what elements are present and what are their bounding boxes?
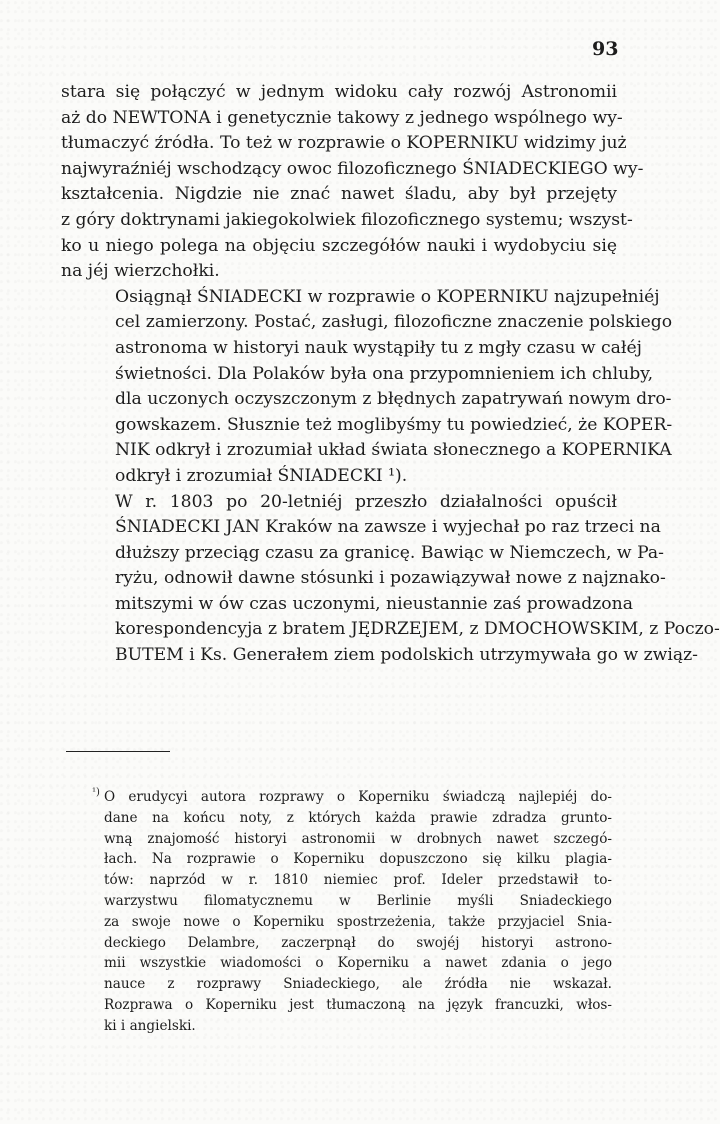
text-line: mitszymi w ów czas uczonymi, nieustannie zaś prowadzona bbox=[115, 593, 633, 614]
footnote-line: Rozprawa o Koperniku jest tłumaczoną na język francuzki, włos- bbox=[104, 996, 612, 1013]
text-line: dłuższy przeciąg czasu za granicę. Bawiąc w Niemczech, w Pa- bbox=[115, 542, 664, 563]
page-number: 93 bbox=[592, 38, 619, 60]
text-line: świetności. Dla Polaków była ona przypomnieniem ich chluby, bbox=[115, 363, 654, 384]
footnote-marker: ¹) bbox=[92, 787, 100, 798]
text-line: tłumaczyć źródła. To też w rozprawie o KOPERNIKU widzimy już bbox=[61, 133, 627, 154]
footnote-line: dane na końcu noty, z których każda prawie zdradza grunto- bbox=[104, 809, 612, 826]
footnote-line: nauce z rozprawy Sniadeckiego, ale źródła nie wskazał. bbox=[104, 976, 612, 993]
text-line: aż do NEWTONA i genetycznie takowy z jednego wspólnego wy- bbox=[61, 107, 623, 128]
text-line: najwyraźniéj wschodzący owoc filozoficznego ŚNIADECKIEGO wy- bbox=[61, 158, 644, 179]
text-line: korespondencyja z bratem JĘDRZEJEM, z DMOCHOWSKIM, z Poczo- bbox=[115, 619, 720, 640]
footnote bbox=[92, 787, 612, 1037]
footnote-line: mii wszystkie wiadomości o Koperniku a nawet zdania o jego bbox=[104, 955, 612, 972]
text-line: ko u niego polega na objęciu szczegółów nauki i wydobyciu się bbox=[61, 235, 617, 256]
footnote-line: łach. Na rozprawie o Koperniku dopuszczono się kilku plagia- bbox=[104, 851, 612, 868]
text-line: W r. 1803 po 20-letniéj przeszło działalności opuścił bbox=[115, 491, 617, 512]
footnote-line: deckiego Delambre, zaczerpnął do swojéj historyi astrono- bbox=[104, 934, 612, 951]
text-line: stara się połączyć w jednym widoku cały rozwój Astronomii bbox=[61, 82, 617, 102]
footnote-line: ki i angielski. bbox=[104, 1017, 196, 1034]
text-line: ŚNIADECKI JAN Kraków na zawsze i wyjechał po raz trzeci na bbox=[115, 517, 661, 538]
paragraph-1 bbox=[61, 80, 644, 285]
text-line: cel zamierzony. Postać, zasługi, filozoficzne znaczenie polskiego bbox=[115, 312, 673, 333]
text-line: gowskazem. Słusznie też moglibyśmy tu powiedzieć, że KOPER- bbox=[115, 414, 673, 435]
text-line: Osiągnął ŚNIADECKI w rozprawie o KOPERNIKU najzupełniéj bbox=[115, 286, 660, 307]
text-line: dla uczonych oczyszczonym z błędnych zapatrywań nowym dro- bbox=[115, 389, 672, 410]
main-text bbox=[61, 80, 720, 669]
text-line: BUTEM i Ks. Generałem ziem podolskich utrzymywała go w związ- bbox=[115, 645, 698, 666]
paragraph-3 bbox=[61, 490, 720, 669]
text-line: ryżu, odnowił dawne stósunki i pozawiązywał nowe z najznako- bbox=[115, 568, 666, 589]
text-line: kształcenia. Nigdzie nie znać nawet śladu, aby był przejęty bbox=[61, 184, 617, 205]
footnote-divider bbox=[66, 751, 170, 752]
text-line: astronoma w historyi nauk wystąpiły tu z mgły czasu w całéj bbox=[115, 337, 642, 358]
text-line: na jéj wierzchołki. bbox=[61, 261, 220, 282]
paragraph-2 bbox=[61, 285, 673, 490]
footnote-line: O erudycyi autora rozprawy o Koperniku świadczą najlepiéj do- bbox=[104, 789, 612, 805]
footnote-line: wną znajomość historyi astronomii w drobnych nawet szczegó- bbox=[104, 830, 612, 847]
footnote-line: warzystwu filomatycznemu w Berlinie myśli Sniadeckiego bbox=[104, 892, 612, 909]
footnote-line: tów: naprzód w r. 1810 niemiec prof. Ideler przedstawił to- bbox=[104, 872, 612, 889]
text-line: odkrył i zrozumiał ŚNIADECKI ¹). bbox=[115, 465, 408, 486]
text-line: z góry doktrynami jakiegokolwiek filozoficznego systemu; wszyst- bbox=[61, 209, 633, 230]
footnote-line: za swoje nowe o Koperniku spostrzeżenia, także przyjaciel Snia- bbox=[104, 913, 612, 930]
text-line: NIK odkrył i zrozumiał układ świata słonecznego a KOPERNIKA bbox=[115, 440, 672, 461]
